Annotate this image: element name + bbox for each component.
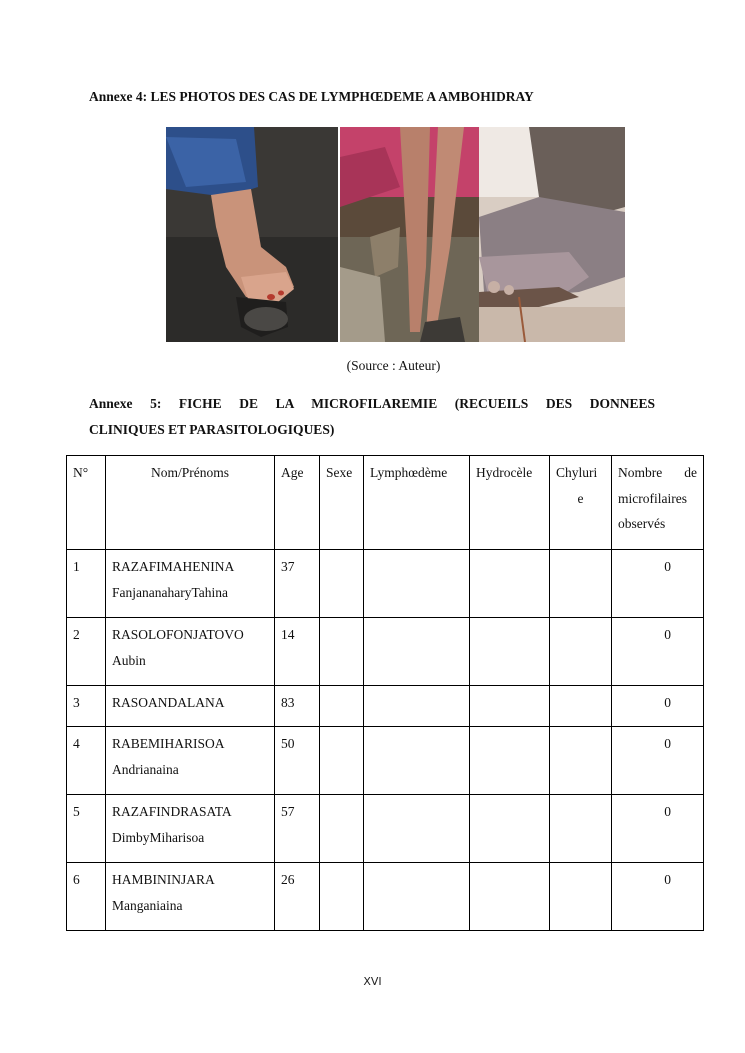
cell-age: 50 <box>275 727 320 795</box>
cell-name <box>106 863 275 931</box>
cell-num: 5 <box>67 795 106 863</box>
annexe4-title: Annexe 4: LES PHOTOS DES CAS DE LYMPHŒDEME A AMBOHIDRAY <box>89 89 534 104</box>
cell-sexe <box>320 795 364 863</box>
cell-lymphedema <box>364 686 470 727</box>
table-header-row <box>67 456 704 550</box>
cell-name <box>106 686 275 727</box>
cell-lymphedema <box>364 863 470 931</box>
cell-name <box>106 795 275 863</box>
cell-num: 6 <box>67 863 106 931</box>
cell-hydrocele <box>470 863 550 931</box>
cell-chylurie <box>550 727 612 795</box>
cell-surname: RASOLOFONJATOVO <box>112 627 244 642</box>
cell-age: 57 <box>275 795 320 863</box>
cell-firstname: Aubin <box>112 652 146 668</box>
cell-lymphedema <box>364 727 470 795</box>
col-header-name: Nom/Prénoms <box>106 456 275 550</box>
cell-hydrocele <box>470 550 550 618</box>
cell-chylurie <box>550 795 612 863</box>
table-row <box>67 727 704 795</box>
annexe5-title-line1: Annexe 5: FICHE DE LA MICROFILAREMIE (RECUEILS DES DONNEES <box>89 396 655 411</box>
cell-chylurie <box>550 550 612 618</box>
microfilaremia-table <box>66 455 704 931</box>
cell-sexe <box>320 686 364 727</box>
cell-hydrocele <box>470 795 550 863</box>
table-row <box>67 863 704 931</box>
lymphedema-photo-strip <box>166 127 625 342</box>
cell-firstname: Andrianaina <box>112 761 179 777</box>
col-header-num: N° <box>67 456 106 550</box>
col-header-age: Age <box>275 456 320 550</box>
table-row <box>67 795 704 863</box>
cell-chylurie <box>550 863 612 931</box>
col-header-chylurie-part2: e <box>577 490 584 506</box>
annexe5-title-line2: CLINIQUES ET PARASITOLOGIQUES) <box>89 422 335 437</box>
cell-firstname: FanjananaharyTahina <box>112 584 229 600</box>
cell-microfilaria-count: 0 <box>612 550 704 618</box>
cell-age: 14 <box>275 618 320 686</box>
col-header-count-line1: Nombre de <box>618 465 697 480</box>
col-header-sexe: Sexe <box>320 456 364 550</box>
table-row <box>67 686 704 727</box>
cell-num: 1 <box>67 550 106 618</box>
cell-microfilaria-count: 0 <box>612 863 704 931</box>
col-header-hydrocele: Hydrocèle <box>470 456 550 550</box>
cell-lymphedema <box>364 618 470 686</box>
col-header-count-line3: observés <box>618 516 666 531</box>
cell-firstname: DimbyMiharisoa <box>112 829 205 845</box>
photo-source-caption: (Source : Auteur) <box>346 358 441 373</box>
cell-sexe <box>320 550 364 618</box>
cell-surname: RAZAFINDRASATA <box>112 804 232 819</box>
cell-microfilaria-count: 0 <box>612 686 704 727</box>
col-header-count-line2: microfilaires <box>618 490 687 506</box>
cell-microfilaria-count: 0 <box>612 618 704 686</box>
cell-surname: RAZAFIMAHENINA <box>112 559 235 574</box>
cell-microfilaria-count: 0 <box>612 727 704 795</box>
col-header-lymphedema: Lymphœdème <box>364 456 470 550</box>
cell-hydrocele <box>470 727 550 795</box>
cell-name <box>106 618 275 686</box>
cell-num: 2 <box>67 618 106 686</box>
table-row <box>67 618 704 686</box>
cell-num: 4 <box>67 727 106 795</box>
cell-sexe <box>320 618 364 686</box>
table-row <box>67 550 704 618</box>
cell-name <box>106 550 275 618</box>
cell-age: 37 <box>275 550 320 618</box>
col-header-chylurie-part1: Chyluri <box>556 465 598 480</box>
cell-age: 26 <box>275 863 320 931</box>
cell-lymphedema <box>364 795 470 863</box>
cell-microfilaria-count: 0 <box>612 795 704 863</box>
cell-chylurie <box>550 618 612 686</box>
cell-surname: RASOANDALANA <box>112 695 225 710</box>
cell-sexe <box>320 863 364 931</box>
cell-firstname: Manganiaina <box>112 897 183 913</box>
cell-surname: HAMBININJARA <box>112 872 215 887</box>
lymphedema-swollen-foot-photo <box>479 127 625 342</box>
cell-sexe <box>320 727 364 795</box>
cell-num: 3 <box>67 686 106 727</box>
cell-chylurie <box>550 686 612 727</box>
cell-name <box>106 727 275 795</box>
cell-lymphedema <box>364 550 470 618</box>
lymphedema-foot-photo <box>166 127 338 342</box>
cell-hydrocele <box>470 618 550 686</box>
lymphedema-legs-photo <box>340 127 479 342</box>
page-number: XVI <box>363 975 382 988</box>
cell-hydrocele <box>470 686 550 727</box>
cell-age: 83 <box>275 686 320 727</box>
cell-surname: RABEMIHARISOA <box>112 736 225 751</box>
col-header-chylurie <box>550 456 612 550</box>
col-header-microfilaria-count <box>612 456 704 550</box>
annexe5-title <box>89 391 655 443</box>
